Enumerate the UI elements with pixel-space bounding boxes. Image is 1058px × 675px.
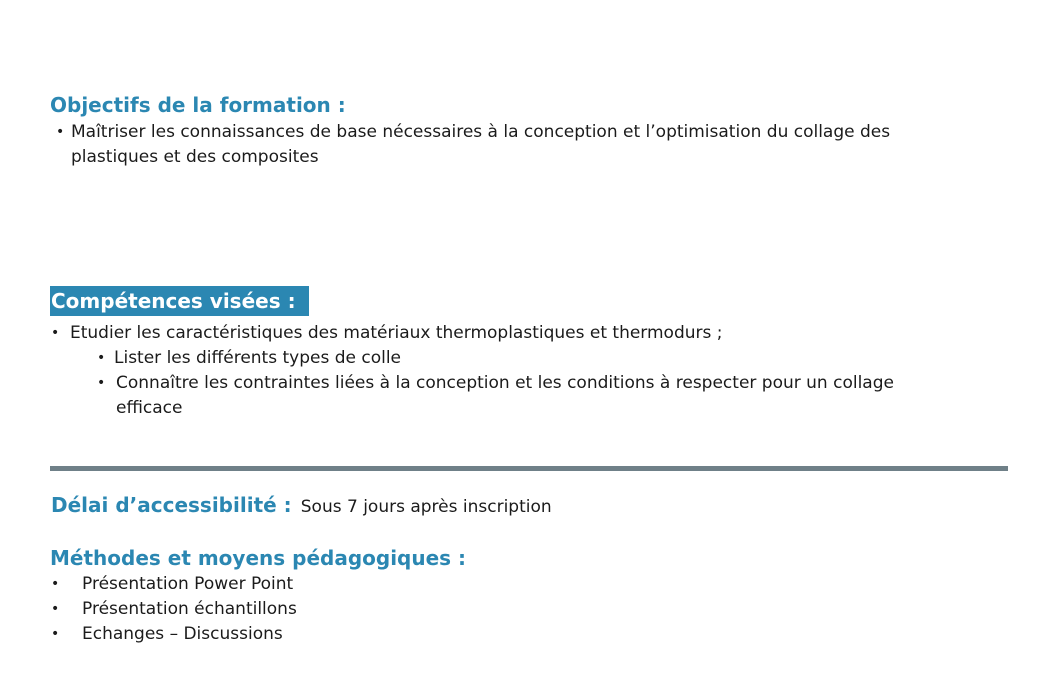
competences-heading: Compétences visées : xyxy=(50,286,309,316)
competence-item: Etudier les caractéristiques des matériaux thermoplastiques et thermodurs ; xyxy=(70,323,723,343)
bullet-icon: • xyxy=(97,375,106,391)
bullet-icon: • xyxy=(51,576,60,592)
delai-value: Sous 7 jours après inscription xyxy=(300,497,552,517)
bullet-icon: • xyxy=(51,601,60,617)
bullet-icon: • xyxy=(56,124,65,140)
methode-item: Présentation Power Point xyxy=(82,574,294,594)
competence-subitem: Connaître les contraintes liées à la conception et les conditions à respecter pour un collage xyxy=(116,373,894,393)
delai-row xyxy=(51,493,552,518)
competence-subitem: Lister les différents types de colle xyxy=(114,348,402,368)
competence-subitem-continuation: efficace xyxy=(116,398,183,418)
section-divider xyxy=(50,466,1008,471)
objectifs-line-1: Maîtriser les connaissances de base nécessaires à la conception et l’optimisation du collage des xyxy=(71,122,891,142)
methode-item: Echanges – Discussions xyxy=(82,624,283,644)
methode-item: Présentation échantillons xyxy=(82,599,297,619)
objectifs-line-2: plastiques et des composites xyxy=(71,147,319,167)
delai-label: Délai d’accessibilité : xyxy=(51,493,292,517)
bullet-icon: • xyxy=(51,626,60,642)
methodes-heading: Méthodes et moyens pédagogiques : xyxy=(50,546,467,570)
bullet-icon: • xyxy=(51,325,60,341)
bullet-icon: • xyxy=(97,350,106,366)
objectifs-heading: Objectifs de la formation : xyxy=(50,93,346,117)
